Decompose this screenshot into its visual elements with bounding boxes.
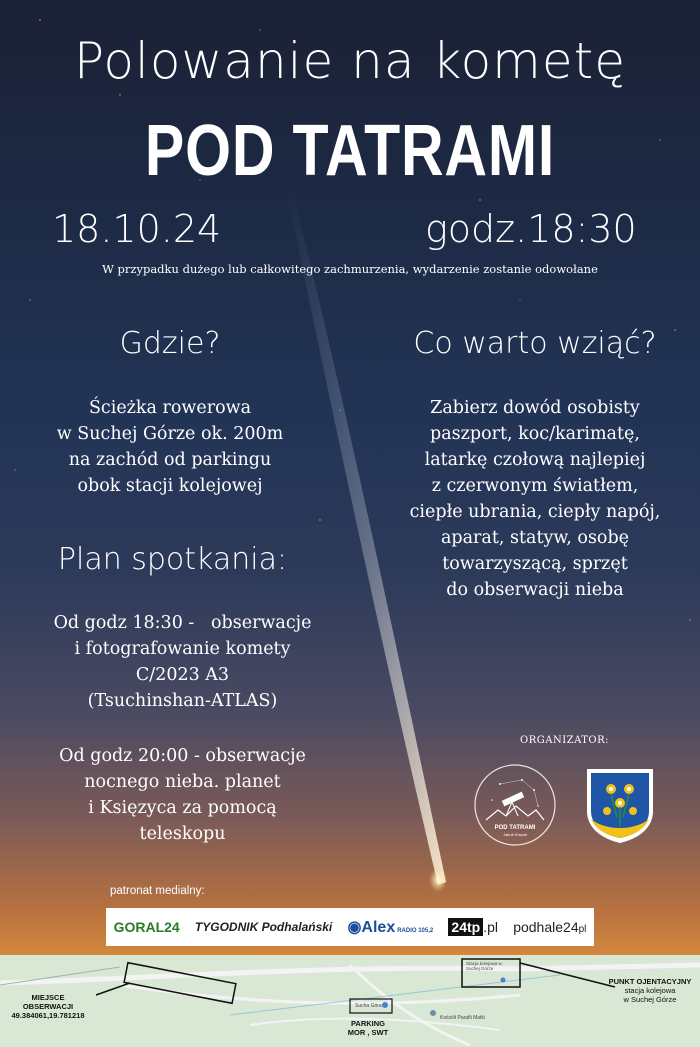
sponsor-goral24: GORAL24 [113, 919, 180, 935]
sponsor-podhale24: podhale24pl [513, 919, 587, 935]
bring-line: paszport, koc/karimatę, [430, 424, 640, 444]
bring-line: Zabierz dowód osobisty [430, 398, 640, 418]
poster-title: Polowanie na kometę [73, 32, 627, 90]
observation-place-label: MIEJSCE OBSERWACJI 49.384061,19.781218 [11, 993, 85, 1020]
sponsor-alex: ◉Alex RADIO 105,2 [347, 919, 434, 936]
plan-line: Od godz 20:00 - obserwacje [59, 746, 306, 766]
plan-line: i Księzyca za pomocą [88, 798, 277, 818]
event-date: 18.10.24 [52, 207, 222, 251]
sponsor-tygodnik: TYGODNIK Podhalański [194, 920, 333, 934]
where-line: obok stacji kolejowej [77, 476, 263, 496]
parking-pin-icon [382, 1002, 388, 1008]
map-parking-text: Sucha Góra [355, 1003, 382, 1009]
bring-line: towarzyszącą, sprzęt [442, 554, 628, 574]
where-heading: Gdzie? [119, 326, 221, 361]
plan-item-1 [30, 610, 335, 714]
bring-line: do obserwacji nieba [446, 580, 624, 600]
station-pin-icon [501, 978, 506, 983]
bring-heading: Co warto wziąć? [413, 326, 657, 361]
sponsor-24tp: 24tp .pl [448, 919, 498, 935]
plan-line: (Tsuchinshan-ATLAS) [87, 691, 278, 711]
bring-line: z czerwonym światłem, [431, 476, 639, 496]
plan-line: Od godz 18:30 - obserwacje [53, 613, 312, 633]
sponsor-bar [106, 908, 594, 946]
logo-subtext: Jakub Krupat [503, 832, 527, 837]
logo-text: POD TATRAMI [494, 825, 536, 831]
plan-line: C/2023 A3 [135, 665, 230, 685]
crest-emblem [585, 767, 655, 845]
organizer-logo [472, 762, 558, 848]
church-pin-icon [430, 1010, 436, 1016]
organizer-label: ORGANIZATOR: [520, 735, 610, 746]
parking-label: PARKING MOR , SWT [347, 1019, 389, 1037]
bring-text [370, 395, 700, 603]
media-patronage-label: patronat medialny: [110, 885, 205, 897]
plan-line: teleskopu [139, 824, 226, 844]
where-text [30, 395, 310, 499]
comet-head [429, 868, 447, 892]
cancellation-note: W przypadku dużego lub całkowitego zachmurzenia, wydarzenie zostanie odowołane [102, 262, 598, 276]
alex-icon: ◉ [347, 919, 362, 936]
event-time: godz.18:30 [425, 207, 637, 251]
plan-heading: Plan spotkania: [57, 542, 288, 577]
orientation-point-label: PUNKT OJENTACYJNY stacja kolejowa w Suchej Górze [608, 977, 692, 1004]
where-line: Ścieżka rowerowa [88, 398, 252, 418]
plan-item-2 [30, 743, 335, 847]
poster-subtitle: POD TATRAMI [144, 111, 556, 191]
where-line: na zachód od parkingu [68, 450, 272, 470]
bring-line: ciepłe ubrania, ciepły napój, [409, 502, 661, 522]
map-church-text: Kościół Parafii Matki [440, 1015, 486, 1021]
plan-line: i fotografowanie komety [74, 639, 291, 659]
map-station-text: Stacja kolejowa w Suchej Górze [466, 961, 502, 971]
bring-line: aparat, statyw, osobę [440, 528, 630, 548]
plan-line: nocnego nieba. planet [84, 772, 281, 792]
bring-line: latarkę czołową najlepiej [424, 450, 646, 470]
where-line: w Suchej Górze ok. 200m [56, 424, 284, 444]
location-map[interactable] [0, 955, 700, 1047]
